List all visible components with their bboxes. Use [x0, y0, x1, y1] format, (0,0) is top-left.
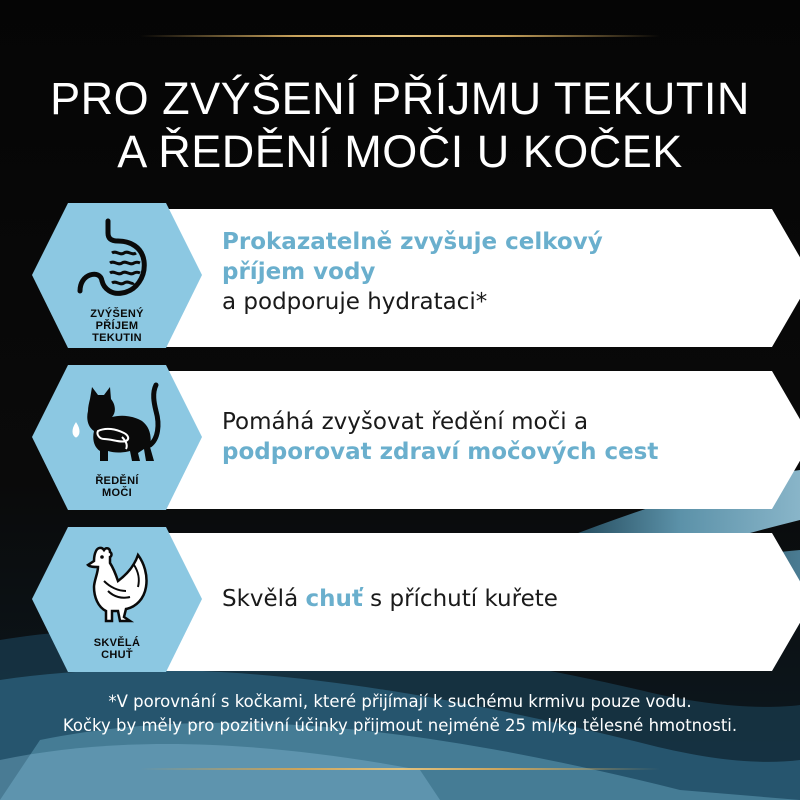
badge-label-line: SKVĚLÁ	[93, 637, 141, 649]
badge-label	[52, 475, 182, 499]
badge-label	[52, 637, 182, 661]
cat-droplet-icon	[68, 379, 166, 465]
badge-label	[52, 308, 182, 344]
stomach-water-icon	[68, 217, 166, 303]
benefit-urine-dilution	[32, 365, 800, 510]
gold-divider-top	[140, 35, 660, 37]
benefit-plain: Pomáhá zvyšovat ředění moči a	[222, 409, 589, 435]
footnote-line-1: *V porovnání s kočkami, které přijímají k suchému krmivu pouze vodu.	[108, 692, 692, 711]
footnote-line-2: Kočky by měly pro pozitivní účinky přijmout nejméně 25 ml/kg tělesné hmotnosti.	[62, 716, 738, 735]
badge-label-line: PŘÍJEM	[95, 320, 139, 332]
benefit-text	[222, 407, 762, 467]
benefit-highlight: podporovat zdraví močových cest	[222, 439, 659, 465]
footnote	[0, 690, 800, 738]
gold-divider-bottom	[140, 768, 660, 770]
badge-label-line: CHUŤ	[101, 649, 133, 661]
badge-label-line: TEKUTIN	[92, 332, 142, 344]
benefit-highlight: chuť	[305, 586, 363, 612]
benefit-great-taste	[32, 527, 800, 672]
benefit-text	[222, 584, 762, 614]
headline-line-1: PRO ZVÝŠENÍ PŘÍJMU TEKUTIN	[50, 73, 750, 124]
benefit-plain: s příchutí kuřete	[362, 586, 558, 612]
benefit-fluid-intake	[32, 203, 800, 348]
benefit-highlight: příjem vody	[222, 259, 376, 285]
benefit-plain: Skvělá	[222, 586, 306, 612]
badge-label-line: ZVÝŠENÝ	[90, 308, 144, 320]
benefit-text	[222, 227, 762, 317]
badge-label-line: MOČI	[102, 487, 132, 499]
headline	[0, 72, 800, 178]
benefit-highlight: Prokazatelně zvyšuje celkový	[222, 229, 603, 255]
headline-line-2: A ŘEDĚNÍ MOČI U KOČEK	[117, 126, 683, 177]
chicken-icon	[68, 541, 166, 627]
badge-label-line: ŘEDĚNÍ	[95, 475, 139, 487]
benefit-plain: a podporuje hydrataci*	[222, 289, 488, 315]
